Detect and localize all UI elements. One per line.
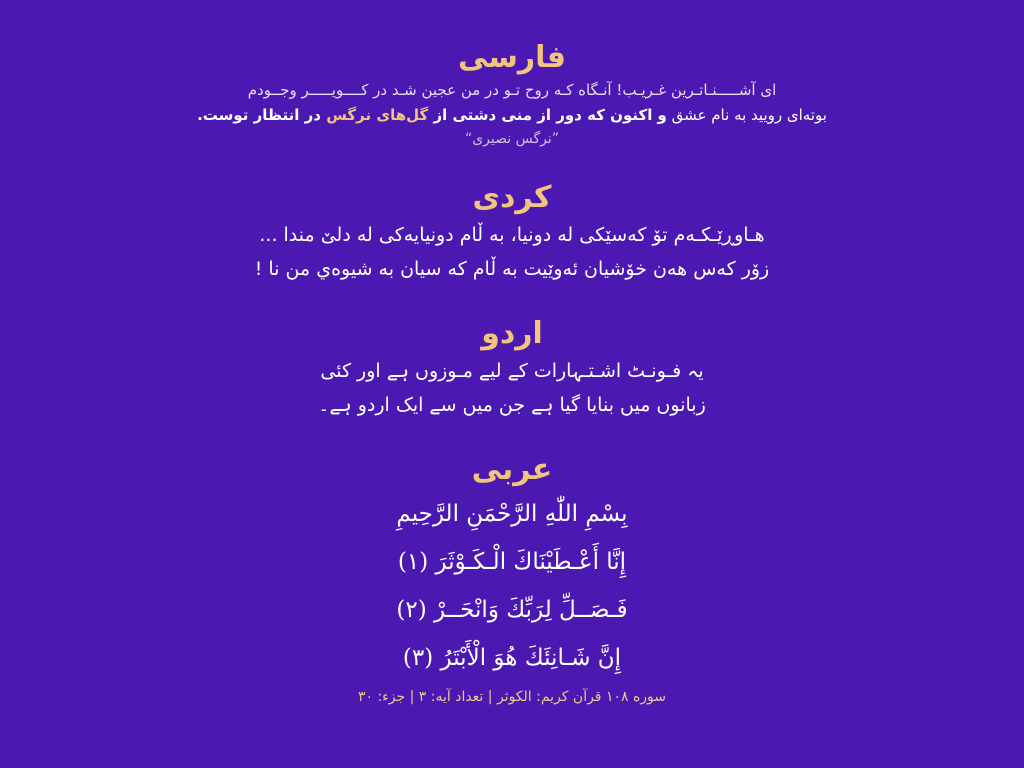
- arabic-footer: سوره ۱۰۸ قرآن کریم: الکوثر | تعداد آیه: ۳ | جزء: ۳۰: [357, 689, 667, 705]
- arabic-verse-2: فَـصَــلِّ لِرَبِّكَ وَانْحَــرْ (٢): [396, 597, 628, 623]
- arabic-verse-1: إِنَّا أَعْـطَيْنَاكَ الْـكَـوْثَرَ (١): [397, 549, 627, 575]
- kurdish-heading: کردی: [472, 180, 552, 215]
- arabic-verse-0: بِسْمِ اللّٰهِ الرَّحْمَنِ الرَّحِيمِ: [396, 501, 628, 527]
- kurdish-line-2: زۆر کەس هەن خۆشیان ئەوێیت بە ڵام کە سیان بە شیوەي من نا !: [254, 258, 770, 280]
- persian-line-2: [0, 102, 1024, 128]
- urdu-section: [0, 314, 1024, 422]
- urdu-line-2: زبانوں میں بنایا گیا ہے جن میں سے ایک اردو ہے۔: [318, 394, 706, 416]
- arabic-verse-3: إِنَّ شَـانِئَكَ هُوَ الْأَبْتَرُ (٣): [402, 645, 622, 671]
- urdu-heading: اردو: [481, 316, 543, 351]
- kurdish-section: [0, 178, 1024, 286]
- arabic-heading: عربی: [471, 452, 553, 487]
- persian-line-2-end: در انتظار توست.: [197, 106, 327, 124]
- persian-heading: فارسی: [457, 40, 567, 75]
- kurdish-line-1: هـاوڕێـکـەم تۆ کەسێکی لە دونیا، بە ڵام دونیایەکی لە دلێ مندا ...: [259, 224, 765, 246]
- persian-line-2-plain: بوته‌ای رویید به نام عشق: [666, 106, 827, 124]
- persian-line-1: ای آشـــــنـاتـرین غـریـب! آنـگاه کـه روح تـو در من عجین شـد در کــــویـــــر وجــودم: [247, 81, 777, 99]
- arabic-section: [0, 450, 1024, 710]
- persian-attribution: ”نرگس نصیری“: [464, 131, 560, 147]
- persian-line-2-highlight: گل‌های نرگس: [326, 106, 429, 124]
- persian-line-2-bold: و اکنون که دور از منی دشتی از: [428, 106, 667, 124]
- persian-section: [0, 0, 1024, 150]
- urdu-line-1: یہ فـونـٹ اشـتـہارات کے لیے مـوزوں ہے اور کئی: [320, 360, 704, 382]
